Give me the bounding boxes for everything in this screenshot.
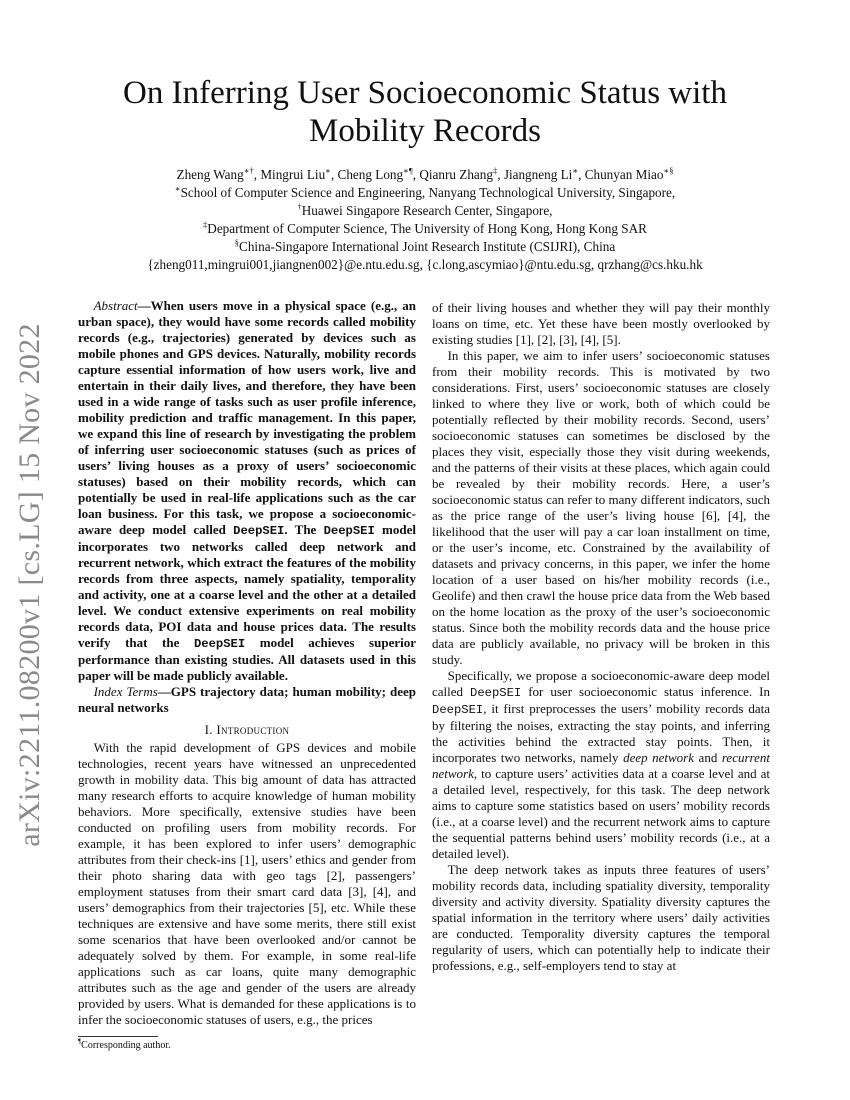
author: Cheng Long∗¶ xyxy=(337,165,413,182)
affiliation: ‡Department of Computer Science, The University of Hong Kong, Hong Kong SAR xyxy=(203,219,647,236)
title-line-1: On Inferring User Socioeconomic Status with xyxy=(123,75,727,111)
paragraph: The deep network takes as inputs three features of users’ mobility records data, including spatiality diversity, temporality diversity and activity diversity. Spatiality diversity captures the spatial information in the territory where users’ daily activities are conducted. Temporality diversity captures the temporal regularity of users, which can potentially help to indicate their professions, e.g., self-employers tend to stay at xyxy=(432,862,770,973)
author: Mingrui Liu∗ xyxy=(260,165,331,182)
right-column xyxy=(432,300,770,974)
paragraph: Specifically, we propose a socioeconomic-aware deep model called DeepSEI for user socioeconomic status inference. In DeepSEI, it first preprocesses the users’ mobility records data by filtering the noises, extracting the stay points, and inferring the activities behind the extracted stay points. Then, it incorporates two networks, namely deep network and recurrent network, to capture users’ activities data at a coarse level and at a detailed level, respectively, for this task. The deep network aims to capture some statistics based on users’ mobility records (i.e., at a coarse level) and the recurrent network aims to capture the sequential patterns behind users’ mobility records (i.e., at a detailed level). xyxy=(432,668,770,861)
arxiv-stamp: arXiv:2211.08200v1 [cs.LG] 15 Nov 2022 xyxy=(13,323,46,847)
left-column xyxy=(78,298,416,1052)
affiliation: §China-Singapore International Joint Research Institute (CSIJRI), China xyxy=(234,237,616,254)
author: Jiangneng Li∗ xyxy=(503,165,579,182)
author: Qianru Zhang‡ xyxy=(419,165,498,182)
paper-title xyxy=(0,74,850,150)
index-terms: Index Terms—GPS trajectory data; human mobility; deep neural networks xyxy=(78,684,416,715)
author-emails: {zheng011,mingrui001,jiangnen002}@e.ntu.edu.sg, {c.long,ascymiao}@ntu.edu.sg, qrzhang@cs.hku.hk xyxy=(147,257,703,272)
title-line-2: Mobility Records xyxy=(309,113,541,149)
footnote-rule xyxy=(78,1036,158,1037)
footnote-area xyxy=(78,1028,416,1052)
abstract: Abstract—When users move in a physical space (e.g., an urban space), they would have some records called mobility records (e.g., trajectories) generated by devices such as mobile phones and GPS devices. Naturally, mobility records capture essential information of how users work, live and entertain in their daily lives, and therefore, they have been used in a wide range of tasks such as user profile inference, mobility prediction and traffic management. In this paper, we expand this line of research by investigating the problem of inferring user socioeconomic statuses (such as prices of users’ living houses as a proxy of users’ socioeconomic statuses) based on their mobility records, which can potentially be used in real-life applications such as the car loan business. For this task, we propose a socioeconomic-aware deep model called DeepSEI. The DeepSEI model incorporates two networks called deep network and recurrent network, which extract the features of the mobility records from three aspects, namely spatiality, temporality and activity, one at a coarse level and the other at a detailed level. We conduct extensive experiments on real mobility records data, POI data and house prices data. The results verify that the DeepSEI model achieves superior performance than existing studies. All datasets used in this paper will be made publicly available. xyxy=(78,298,416,683)
paragraph: With the rapid development of GPS devices and mobile technologies, recent years have witnessed an unprecedented growth in mobility data. This big amount of data has attracted many research efforts to acquire knowledge of human mobility behaviors. More specifically, extensive studies have been conducted on profiling users from mobility records. For example, it has been explored to infer users’ demographic attributes from their check-ins [1], users’ ethics and gender from their photo sharing data with geo tags [2], passengers’ employment statuses from their smart card data [3], [4], and users’ demographics from their trajectories [5], etc. While these techniques are extensive and have some merits, there still exist some scenarios that have been overlooked and/or cannot be adequately solved by them. For example, in some real-life applications such as car loans, quite many demographic attributes such as the age and gender of the users are already provided by users. What is demanded for these applications is to infer the socioeconomic statuses of users, e.g., the prices xyxy=(78,740,416,1027)
affiliation: †Huawei Singapore Research Center, Singapore, xyxy=(297,201,553,218)
paragraph: of their living houses and whether they will pay their monthly loans on time, etc. Yet these have been mostly overlooked by existing studies [1], [2], [3], [4], [5]. xyxy=(432,300,770,347)
footnote: ¶Corresponding author. xyxy=(78,1037,171,1051)
paragraph: In this paper, we aim to infer users’ socioeconomic statuses from their mobility records. This is motivated by two considerations. First, users’ socioeconomic statuses are closely linked to where they live or work, both of which could be potentially reflected by their mobility records. Second, users’ socioeconomic statuses can sometimes be disclosed by the places they visit, especially those they visit during weekends, and the patterns of their visits at these places, which again could be revealed by their mobility records. Here, a user’s socioeconomic status can refer to many different indicators, such as the price range of the user’s living house [6], [4], the likelihood that the user will pay a car loan installment on time, or the user’s income, etc. Constrained by the availability of datasets and privacy concerns, in this paper, we infer the home location of a user based on his/her mobility records (i.e., Geolife) and then crawl the house price data from the Web based on the home location as the proxy of the user’s socioeconomic status. Since both the mobility records data and the house price data are publicly available, no privacy will be broken in this study. xyxy=(432,348,771,667)
author-names: Zheng Wang∗†, Mingrui Liu∗, Cheng Long∗¶, Qianru Zhang‡, Jiangneng Li∗, Chunyan Miao∗§ xyxy=(176,165,674,182)
author: Zheng Wang∗† xyxy=(176,165,254,182)
author-block xyxy=(0,166,850,274)
section-heading: I. Introduction xyxy=(204,722,290,737)
affiliation: ∗School of Computer Science and Engineering, Nanyang Technological University, Singapore, xyxy=(174,183,676,200)
author: Chunyan Miao∗§ xyxy=(584,165,674,182)
